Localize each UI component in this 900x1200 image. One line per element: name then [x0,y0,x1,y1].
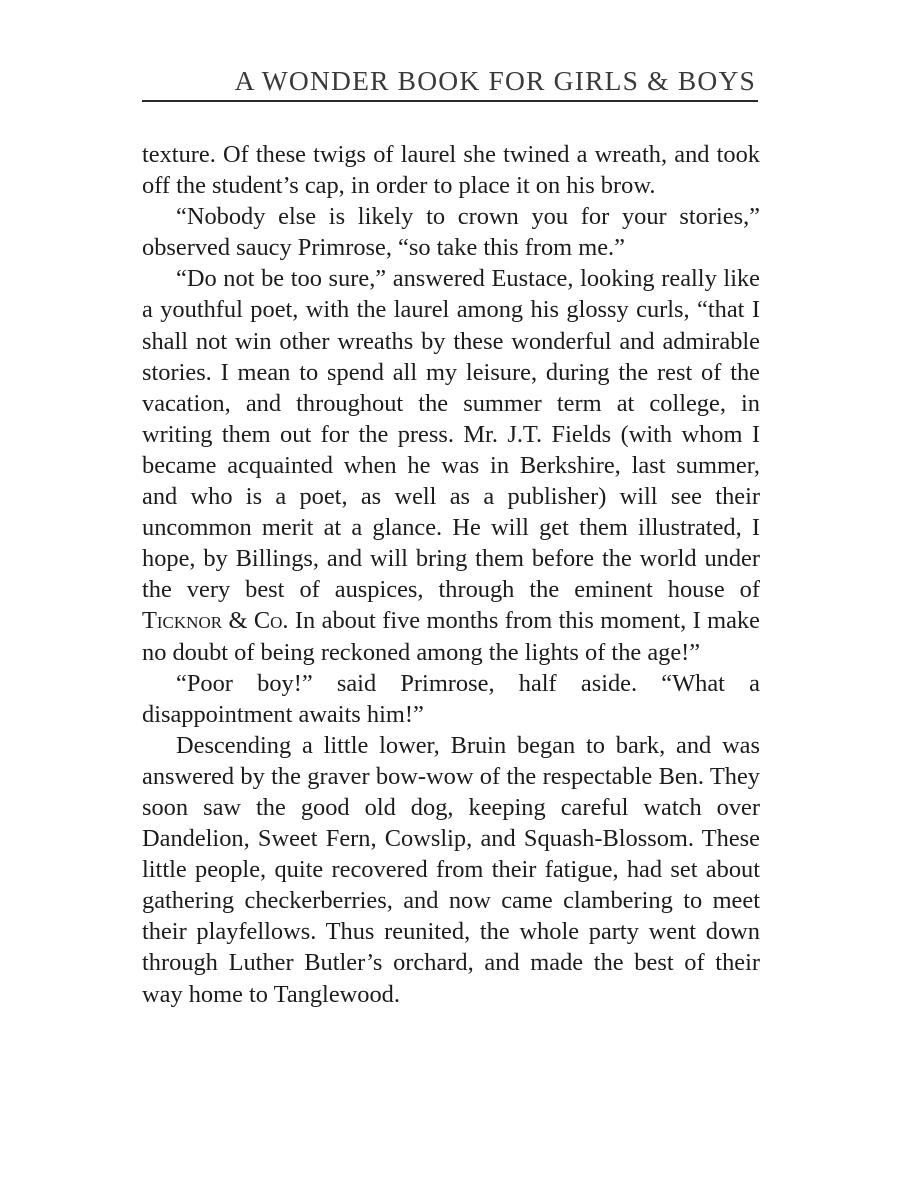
body-text [142,139,760,1010]
running-header [142,62,758,102]
paragraph [142,201,760,263]
running-header-title: A WONDER BOOK FOR GIRLS & BOYS [234,65,756,96]
paragraph-text: “Do not be too sure,” answered Eustace, looking really like a youthful poet, with the laurel among his glossy curls, “that I shall not win other wreaths by these wonderful and admirable stories. I mean to spend all my leisure, during the rest of the vacation, and throughout the summer term at college, in writing them out for the press. Mr. J.T. Fields (with whom I became acquainted when he was in Berkshire, last summer, and who is a poet, as well as a publisher) will see their uncommon merit at a glance. He will get them illustrated, I hope, by Billings, and will bring them before the world under the very best of auspices, through the eminent house of [142,265,760,604]
paragraph-text: texture. Of these twigs of laurel she twined a wreath, and took off the student’s cap, in order to place it on his brow. [142,141,760,200]
paragraph-text: “Nobody else is likely to crown you for your stories,” observed saucy Primrose, “so take this from me.” [142,203,760,262]
paragraph-text: Descending a little lower, Bruin began to bark, and was answered by the graver bow-wow of the respectable Ben. They soon saw the good old dog, keeping careful watch over Dandelion, Sweet Fern, Cowslip, and Squash-Blossom. These little people, quite recovered from their fatigue, had set about gathering checkerberries, and now came clambering to meet their playfellows. Thus reunited, the whole party went down through Luther Butler’s orchard, and made the best of their way home to Tanglewood. [142,731,760,1008]
paragraph [142,139,760,201]
paragraph-text: “Poor boy!” said Primrose, half aside. “What a disappointment awaits him!” [142,669,760,728]
paragraph [142,730,760,1010]
paragraph-text: In about five months from this moment, I make no doubt of being reckoned among the lights of the age!” [142,607,760,666]
paragraph [142,263,760,667]
publisher-name: Ticknor & Co. [142,607,289,635]
paragraph [142,668,760,730]
